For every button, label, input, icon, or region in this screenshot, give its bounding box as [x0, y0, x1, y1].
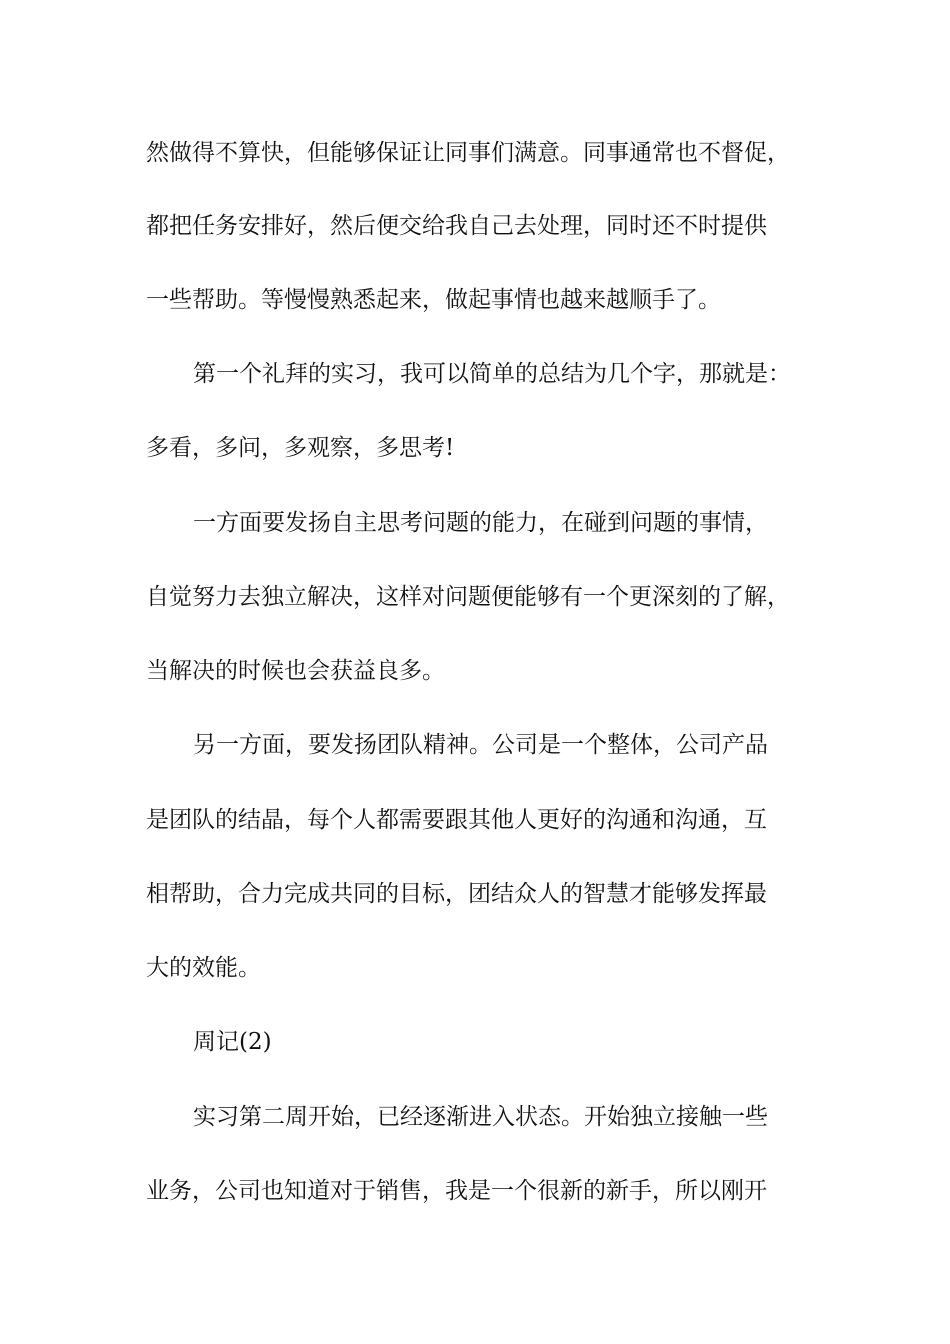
paragraph-first-line: 实习第二周开始，已经逐渐进入状态。开始独立接触一些 — [193, 1104, 768, 1130]
text-line: 都把任务安排好，然后便交给我自己去处理，同时还不时提供 — [146, 213, 767, 239]
text-line: 当解决的时候也会获益良多。 — [146, 658, 445, 684]
text-line: 然做得不算快，但能够保证让同事们满意。同事通常也不督促， — [146, 140, 790, 166]
text-line: 业务，公司也知道对于销售，我是一个很新的新手，所以刚开 — [146, 1178, 767, 1204]
paragraph-first-line: 另一方面，要发扬团队精神。公司是一个整体，公司产品 — [193, 732, 768, 758]
paragraph-first-line: 一方面要发扬自主思考问题的能力，在碰到问题的事情， — [193, 510, 768, 536]
paragraph-first-line: 第一个礼拜的实习，我可以简单的总结为几个字，那就是： — [193, 361, 791, 387]
text-line: 相帮助，合力完成共同的目标，团结众人的智慧才能够发挥最 — [146, 881, 767, 907]
text-line: 自觉努力去独立解决，这样对问题便能够有一个更深刻的了解， — [146, 584, 790, 610]
text-line: 大的效能。 — [146, 955, 261, 981]
text-line: 多看，多问，多观察，多思考! — [146, 435, 455, 461]
text-line: 是团队的结晶，每个人都需要跟其他人更好的沟通和沟通，互 — [146, 807, 767, 833]
text-line: 一些帮助。等慢慢熟悉起来，做起事情也越来越顺手了。 — [146, 287, 721, 313]
section-heading: 周记(2) — [193, 1029, 272, 1055]
